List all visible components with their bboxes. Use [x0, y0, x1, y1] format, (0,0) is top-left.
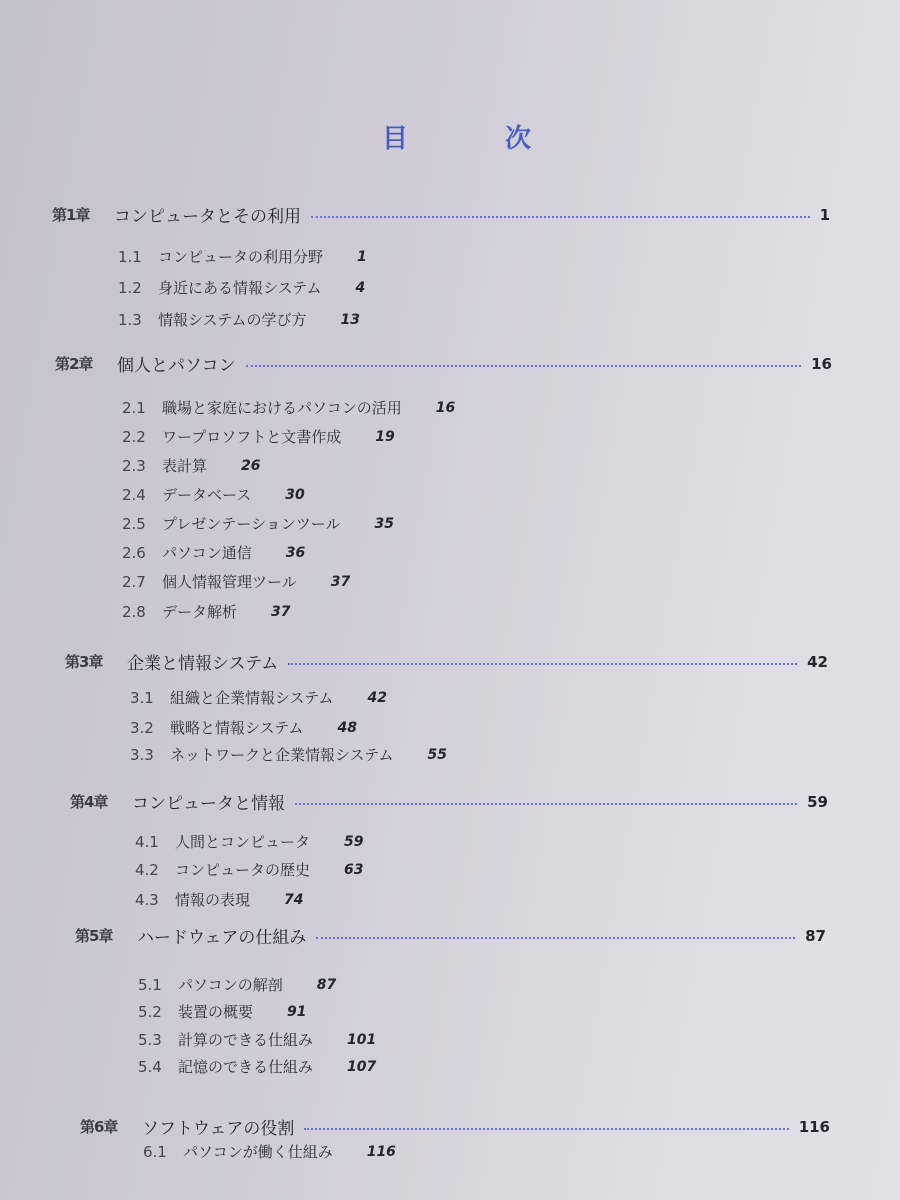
- section-page-number: 107: [347, 1058, 377, 1075]
- section-title: 表計算: [162, 457, 208, 475]
- section-page-number: 101: [347, 1031, 377, 1048]
- section-page-number: 35: [374, 515, 394, 532]
- section-page-number: 26: [241, 457, 261, 474]
- section-number: 2.1: [122, 398, 146, 417]
- section-entry[interactable]: [138, 1029, 376, 1050]
- section-page-number: 116: [366, 1143, 396, 1160]
- chapter-number: 第4章: [70, 793, 108, 811]
- section-number: 2.7: [122, 572, 146, 591]
- chapter-heading[interactable]: [52, 202, 830, 227]
- section-entry[interactable]: [122, 455, 261, 476]
- chapter-title: 個人とパソコン: [117, 356, 236, 376]
- section-title: コンピュータの利用分野: [158, 248, 324, 266]
- section-entry[interactable]: [138, 974, 336, 995]
- section-entry[interactable]: [138, 1001, 307, 1022]
- section-entry[interactable]: [118, 246, 367, 267]
- section-title: 情報システムの学び方: [158, 311, 307, 329]
- section-entry[interactable]: [122, 484, 305, 505]
- section-title: 個人情報管理ツール: [162, 573, 297, 591]
- dotted-leader: [295, 803, 797, 805]
- section-number: 1.1: [118, 247, 142, 266]
- section-title: パソコン通信: [162, 544, 252, 562]
- dotted-leader: [288, 663, 797, 665]
- section-number: 2.3: [122, 456, 146, 475]
- chapter-page-number: 116: [798, 1117, 830, 1136]
- section-entry[interactable]: [118, 277, 365, 298]
- section-number: 2.8: [122, 602, 146, 621]
- section-number: 2.5: [122, 514, 146, 533]
- section-title: データベース: [162, 486, 252, 504]
- chapter-page-number: 87: [805, 926, 826, 945]
- chapter-number: 第3章: [65, 653, 103, 671]
- chapter-number: 第6章: [80, 1118, 118, 1136]
- section-title: ネットワークと企業情報システム: [170, 746, 394, 764]
- chapter-heading[interactable]: [55, 351, 832, 376]
- section-number: 5.1: [138, 975, 162, 994]
- section-page-number: 19: [375, 428, 395, 445]
- section-number: 1.2: [118, 278, 142, 297]
- section-title: データ解析: [162, 603, 238, 621]
- chapter-title: ソフトウェアの役割: [142, 1119, 295, 1139]
- chapter-heading[interactable]: [65, 649, 828, 674]
- section-number: 5.2: [138, 1002, 162, 1021]
- section-entry[interactable]: [122, 426, 395, 447]
- section-page-number: 74: [284, 891, 304, 908]
- section-number: 4.3: [135, 890, 159, 909]
- page-title: 目 次: [382, 124, 576, 154]
- section-number: 2.4: [122, 485, 146, 504]
- section-title: 記憶のできる仕組み: [178, 1058, 314, 1076]
- section-page-number: 87: [316, 976, 337, 993]
- chapter-title: 企業と情報システム: [127, 654, 279, 674]
- section-page-number: 36: [285, 544, 306, 561]
- section-page-number: 91: [287, 1003, 307, 1020]
- section-number: 5.4: [138, 1057, 162, 1076]
- section-page-number: 55: [427, 746, 447, 763]
- chapter-title: コンピュータと情報: [132, 794, 285, 814]
- chapter-title: コンピュータとその利用: [114, 207, 301, 227]
- section-page-number: 16: [435, 399, 456, 416]
- chapter-heading[interactable]: [75, 923, 826, 948]
- chapter-page-number: 1: [819, 205, 830, 224]
- section-entry[interactable]: [135, 889, 304, 910]
- section-number: 2.6: [122, 543, 146, 562]
- dotted-leader: [304, 1128, 788, 1130]
- dotted-leader: [246, 365, 801, 367]
- section-entry[interactable]: [122, 542, 305, 563]
- section-entry[interactable]: [138, 1056, 376, 1077]
- chapter-page-number: 16: [811, 354, 832, 373]
- section-number: 3.1: [130, 688, 154, 707]
- dotted-leader: [311, 216, 810, 218]
- section-entry[interactable]: [122, 397, 455, 418]
- section-entry[interactable]: [122, 571, 350, 592]
- section-title: コンピュータの歴史: [175, 861, 311, 879]
- section-title: ワープロソフトと文書作成: [162, 428, 342, 446]
- section-number: 5.3: [138, 1030, 162, 1049]
- section-number: 4.1: [135, 832, 159, 851]
- section-number: 2.2: [122, 427, 146, 446]
- section-title: 装置の概要: [178, 1003, 254, 1021]
- section-entry[interactable]: [122, 513, 394, 534]
- section-page-number: 48: [337, 719, 357, 736]
- section-title: プレゼンテーションツール: [162, 515, 341, 533]
- section-page-number: 37: [271, 603, 291, 620]
- section-page-number: 37: [330, 573, 351, 590]
- dotted-leader: [316, 937, 795, 939]
- section-page-number: 4: [355, 279, 366, 296]
- section-page-number: 59: [344, 833, 364, 850]
- chapter-page-number: 59: [807, 792, 828, 811]
- section-title: パソコンの解剖: [178, 976, 283, 994]
- section-number: 3.3: [130, 745, 154, 764]
- chapter-number: 第5章: [75, 927, 113, 945]
- section-number: 1.3: [118, 310, 142, 329]
- chapter-number: 第1章: [52, 206, 90, 224]
- section-entry[interactable]: [122, 601, 291, 622]
- section-title: 身近にある情報システム: [158, 279, 322, 297]
- section-page-number: 63: [344, 861, 364, 878]
- section-title: 人間とコンピュータ: [175, 833, 311, 851]
- chapter-heading[interactable]: [70, 789, 828, 814]
- section-title: 計算のできる仕組み: [178, 1031, 314, 1049]
- section-page-number: 30: [285, 486, 305, 503]
- section-entry[interactable]: [130, 717, 357, 738]
- section-entry[interactable]: [135, 859, 364, 880]
- chapter-page-number: 42: [807, 652, 828, 671]
- section-number: 3.2: [130, 718, 154, 737]
- section-page-number: 42: [367, 689, 387, 706]
- section-entry[interactable]: [118, 309, 360, 330]
- section-number: 6.1: [143, 1142, 167, 1161]
- section-entry[interactable]: [135, 831, 364, 852]
- section-number: 4.2: [135, 860, 159, 879]
- section-title: 戦略と情報システム: [170, 719, 304, 737]
- section-page-number: 1: [357, 248, 367, 265]
- section-title: 組織と企業情報システム: [170, 689, 334, 707]
- section-title: 職場と家庭におけるパソコンの活用: [162, 399, 402, 417]
- chapter-number: 第2章: [55, 355, 93, 373]
- section-page-number: 13: [340, 311, 360, 328]
- section-entry[interactable]: [130, 744, 447, 765]
- chapter-heading[interactable]: [80, 1114, 830, 1139]
- section-title: 情報の表現: [175, 891, 251, 909]
- section-title: パソコンが働く仕組み: [183, 1143, 333, 1161]
- chapter-title: ハードウェアの仕組み: [137, 928, 307, 948]
- section-entry[interactable]: [143, 1141, 396, 1162]
- section-entry[interactable]: [130, 687, 387, 708]
